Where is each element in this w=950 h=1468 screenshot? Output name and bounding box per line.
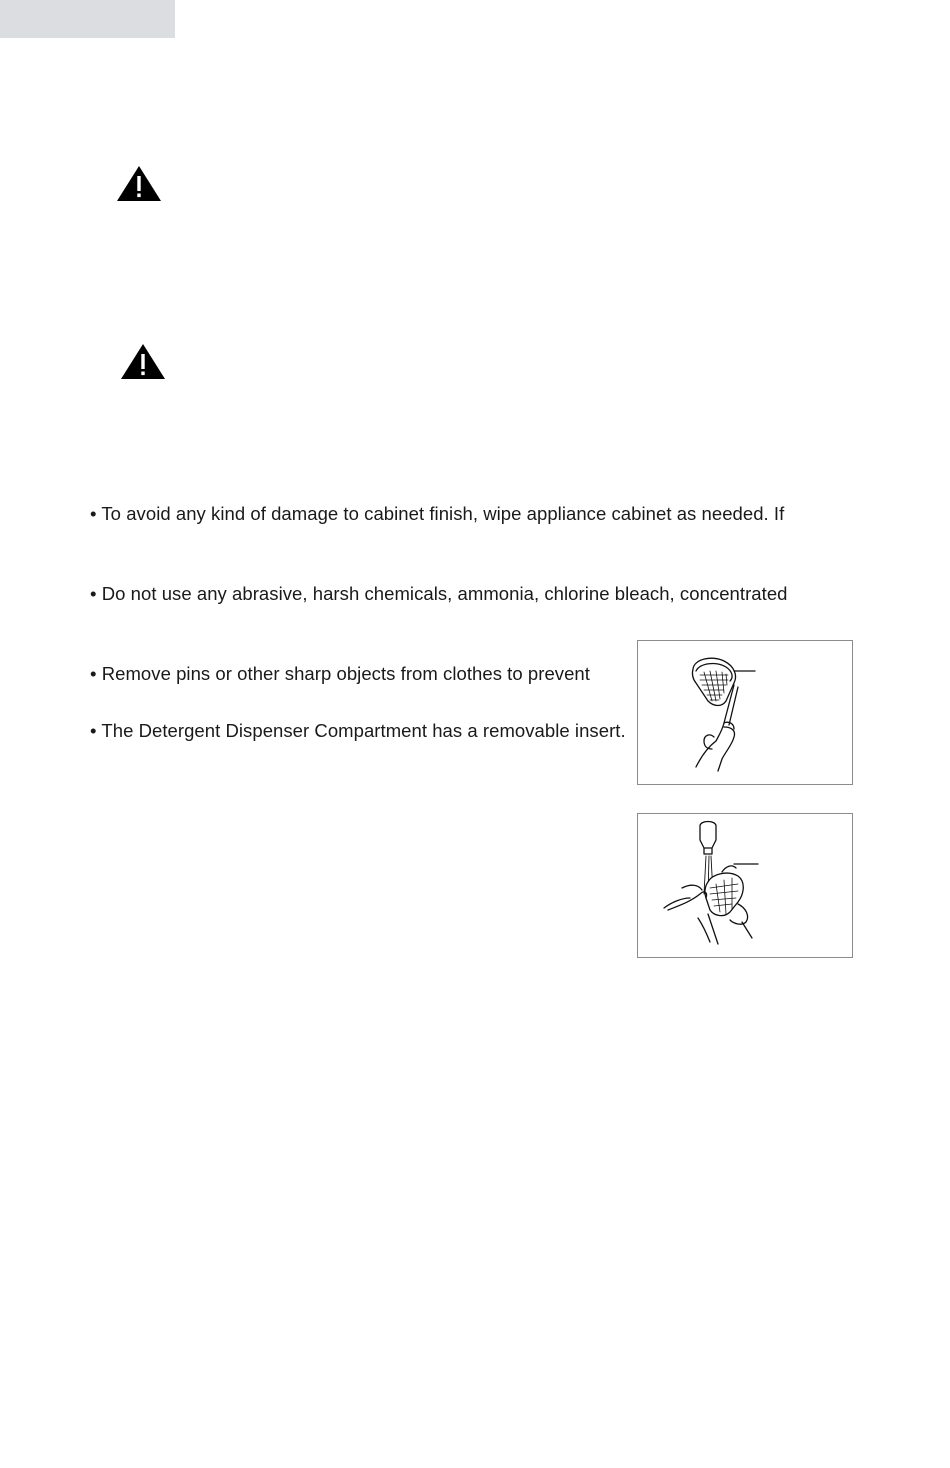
removing-dispenser-insert-illustration (638, 641, 851, 783)
bullet-abrasive-chemicals: • Do not use any abrasive, harsh chemicals, ammonia, chlorine bleach, concentrated (90, 583, 788, 604)
rinsing-dispenser-insert-illustration (638, 814, 851, 956)
bullet-detergent-dispenser: • The Detergent Dispenser Compartment has a removable insert. (90, 720, 626, 741)
bullet-cabinet-finish: • To avoid any kind of damage to cabinet finish, wipe appliance cabinet as needed. If (90, 503, 785, 524)
rinsing-dispenser-insert-figure (637, 813, 853, 958)
warning-triangle-icon (120, 343, 166, 381)
removing-dispenser-insert-figure (637, 640, 853, 785)
warning-triangle-icon (116, 165, 162, 203)
bullet-remove-pins: • Remove pins or other sharp objects from clothes to prevent (90, 663, 590, 684)
page-corner-tab (0, 0, 175, 38)
